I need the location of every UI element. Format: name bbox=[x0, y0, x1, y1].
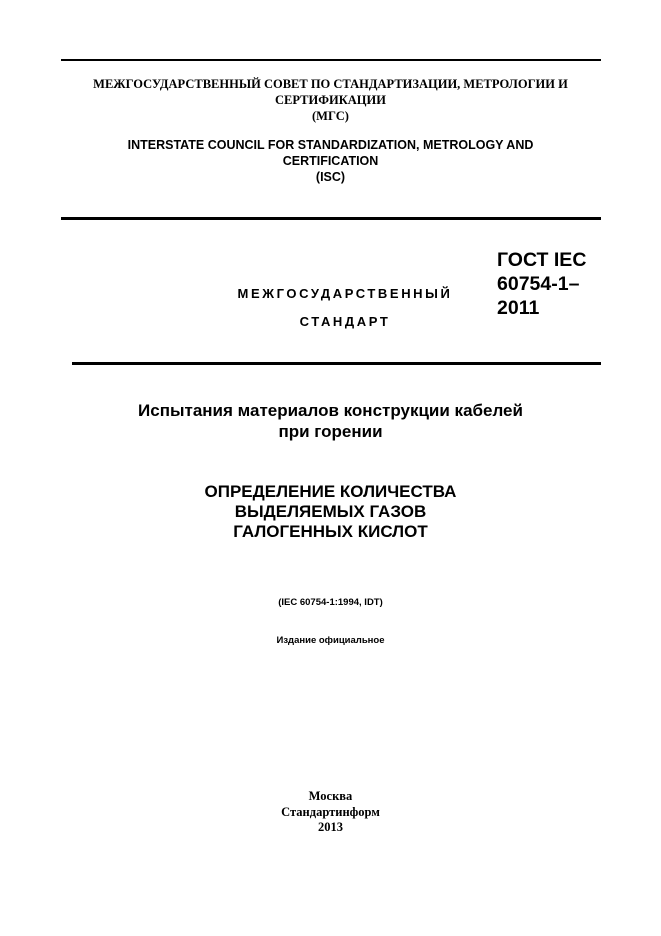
standard-band-bottom-rule bbox=[72, 362, 601, 365]
document-subtitle-line-1: ОПРЕДЕЛЕНИЕ КОЛИЧЕСТВА bbox=[204, 482, 457, 501]
council-en-line-2: CERTIFICATION bbox=[282, 154, 379, 168]
standard-type-line-1: МЕЖГОСУДАРСТВЕННЫЙ bbox=[237, 286, 453, 301]
gost-number bbox=[497, 248, 586, 320]
imprint-city: Москва bbox=[308, 789, 353, 803]
imprint-publisher: Стандартинформ bbox=[281, 804, 380, 819]
document-subtitle-line-3: ГАЛОГЕННЫХ КИСЛОТ bbox=[233, 522, 428, 541]
document-title-line-1: Испытания материалов конструкции кабелей bbox=[138, 401, 523, 420]
standard-band-top-rule bbox=[61, 217, 601, 220]
gost-number-line-1: ГОСТ IEC bbox=[497, 249, 587, 271]
council-ru-line-1: МЕЖГОСУДАРСТВЕННЫЙ СОВЕТ ПО СТАНДАРТИЗАЦИИ, МЕТРОЛОГИИ И bbox=[93, 77, 568, 91]
gost-number-line-3: 2011 bbox=[497, 297, 540, 319]
imprint-year: 2013 bbox=[318, 820, 343, 834]
council-ru-abbr: (МГС) bbox=[312, 109, 349, 123]
council-en-abbr: (ISC) bbox=[315, 170, 346, 184]
top-rule bbox=[61, 59, 601, 61]
gost-number-line-2: 60754-1– bbox=[497, 273, 580, 295]
document-title-line-2: при горении bbox=[278, 422, 383, 441]
imprint bbox=[0, 789, 661, 836]
document-title bbox=[0, 400, 661, 442]
council-name-ru bbox=[0, 76, 661, 124]
edition-label: Издание официальное bbox=[276, 635, 385, 646]
council-name-en bbox=[0, 137, 661, 185]
document-subtitle-line-2: ВЫДЕЛЯЕМЫХ ГАЗОВ bbox=[234, 502, 427, 521]
document-subtitle bbox=[0, 482, 661, 542]
iec-reference: (IEC 60754-1:1994, IDT) bbox=[278, 597, 383, 608]
standard-type bbox=[200, 280, 490, 336]
council-en-line-1: INTERSTATE COUNCIL FOR STANDARDIZATION, METROLOGY AND bbox=[127, 138, 534, 152]
standard-type-line-2: СТАНДАРТ bbox=[299, 314, 391, 329]
council-ru-line-2: СЕРТИФИКАЦИИ bbox=[275, 93, 386, 107]
